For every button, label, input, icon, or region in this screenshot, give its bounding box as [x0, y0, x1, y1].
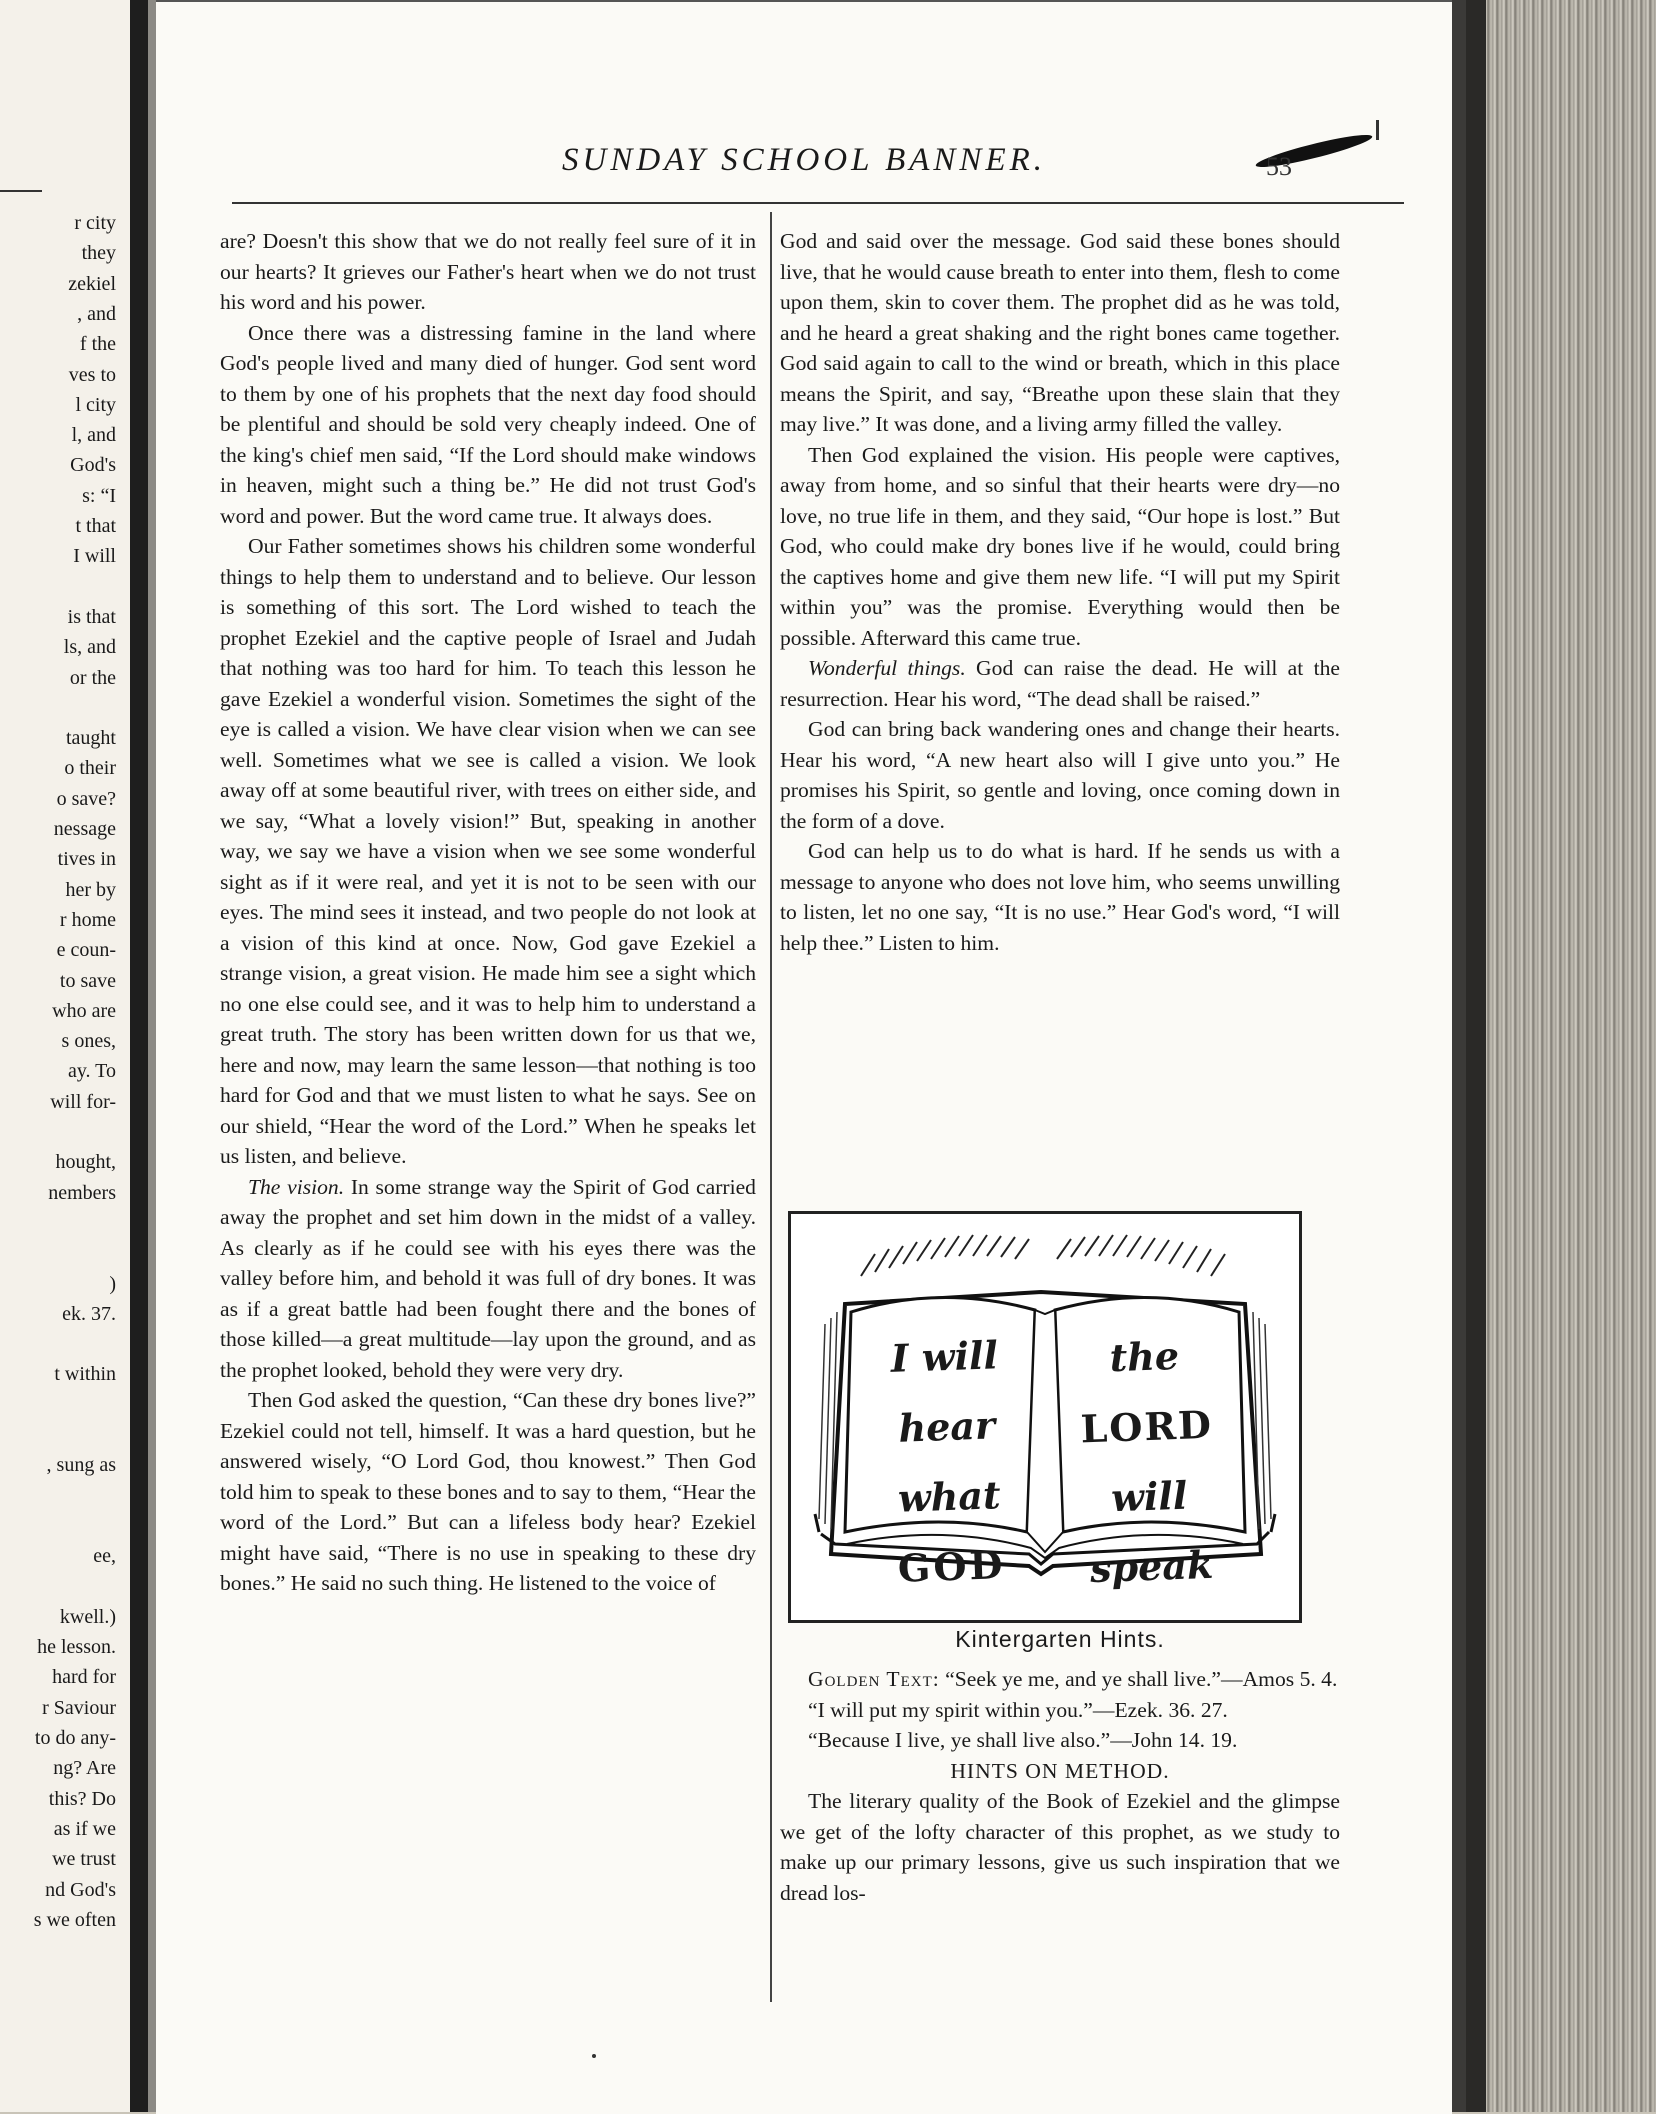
left-page-fragment: l city: [75, 393, 116, 416]
left-page-fragment: he lesson.: [37, 1636, 116, 1659]
article-paragraph: [780, 836, 1340, 958]
left-line-1: I will: [890, 1332, 999, 1381]
left-page-fragment: t that: [75, 515, 116, 537]
hints-paragraph: The literary quality of the Book of Ezekiel and the glimpse we get of the lofty character of this prophet, as we study to make up our primary lessons, give us such inspiration that we dread los-: [780, 1789, 1340, 1905]
paragraph-text: Then God asked the question, “Can these dry bones live?” Ezekiel could not tell, himself. It was a hard question, but he answered wisely, “O Lord God, thou knowest.” Then God told him to speak to these bones and to say to them, “Hear the word of the Lord.” But can a lifeless body hear? Ezekiel might have said, “There is no use in speaking to these dry bones.” He said no such thing. He listened to the voice of: [220, 1388, 756, 1595]
right-line-1: the: [1108, 1332, 1180, 1381]
stray-mark: [592, 2054, 596, 2058]
paragraph-text: are? Doesn't this show that we do not really feel sure of it in our hearts? It grieves our Father's heart when we do not trust his word and his power.: [220, 229, 756, 314]
golden-label: Golden Text:: [808, 1667, 940, 1691]
left-column: [220, 226, 756, 1599]
left-page-fragment: s: “I: [82, 484, 116, 507]
left-page-fragment: tives in: [57, 848, 116, 871]
left-page-fragment: as if we: [53, 1817, 116, 1840]
left-page-fragment: ls, and: [63, 636, 116, 659]
left-page-fragment: ng? Are: [53, 1757, 116, 1780]
left-page-fragment: nessage: [53, 818, 116, 840]
left-page-fragment: kwell.): [59, 1605, 116, 1628]
hints-title: HINTS ON METHOD.: [950, 1758, 1170, 1783]
article-paragraph: [220, 531, 756, 1172]
left-page-fragment: or the: [69, 666, 116, 689]
left-page-fragment: r city: [74, 212, 116, 234]
golden-quote: “Seek ye me, and ye shall live.”—Amos 5. 4.: [939, 1667, 1338, 1691]
left-page-fragment: zekiel: [68, 272, 116, 295]
left-page-fragment: ves to: [68, 363, 116, 386]
page-header: SUNDAY SCHOOL BANNER.: [561, 142, 1047, 178]
left-page-fragment: nembers: [48, 1181, 116, 1204]
left-page-fragment: is that: [67, 605, 116, 628]
previous-page-fragment: [0, 0, 130, 2112]
right-line-2: LORD: [1079, 1401, 1214, 1452]
left-page-fragment: ay. To: [67, 1060, 116, 1083]
left-page-rule: [0, 190, 42, 192]
left-page-fragment: they: [81, 242, 116, 265]
kindergarten-caption: Kintergarten Hints.: [955, 1626, 1165, 1652]
quote-ezekiel: “I will put my spirit within you.”—Ezek. 36. 27.: [808, 1697, 1228, 1722]
left-page-fragment: I will: [73, 545, 116, 568]
article-paragraph: [220, 226, 756, 318]
header-rule: [232, 202, 1404, 204]
right-page-lettering: [1048, 1319, 1248, 1605]
left-page-fragment: s ones,: [61, 1030, 116, 1053]
left-page-fragment: hard for: [52, 1666, 116, 1689]
quote-john: “Because I live, ye shall live also.”—John 14. 19.: [808, 1728, 1238, 1752]
left-page-fragment: will for-: [50, 1090, 116, 1113]
page-stack-shadow: [1466, 0, 1486, 2112]
article-paragraph: [220, 1172, 756, 1386]
left-page-fragment: her by: [65, 878, 116, 901]
left-page-fragment: this? Do: [48, 1787, 116, 1810]
left-page-fragment: God's: [70, 454, 116, 477]
paragraph-text: Once there was a distressing famine in the land where God's people lived and many died of hunger. God sent word to them by one of his prophets that the next day food should be plentiful and should be sold very cheaply indeed. One of the king's chief men said, “If the Lord should make windows in heaven, might such a thing be.” He did not trust God's word and power. But the word came true. It always does.: [220, 320, 756, 528]
article-paragraph: [220, 1385, 756, 1599]
left-page-fragment: who are: [52, 999, 116, 1022]
left-page-fragment: we trust: [52, 1848, 116, 1871]
left-page-fragment: , and: [77, 302, 116, 325]
paragraph-text: Our Father sometimes shows his children some wonderful things to help them to understand and to believe. Our lesson is something of this sort. The Lord wished to teach the prophet Ezekiel and the captive people of Israel and Judah that nothing was too hard for him. To teach this lesson he gave Ezekiel a wonderful vision. Sometimes the sight of the eye is called a vision. We have clear vision when we can see well. Sometimes what we see is called a vision. We look away off at some beautiful river, with trees on either side, and we say, “What a lovely vision!” But, speaking in another way, we say we have a vision when we see some wonderful sight as if it were real, and yet it is not to be seen with our eyes. The mind sees it instead, and two people do not look at a vision of this kind at once. Now, God gave Ezekiel a strange vision, a great vision. He made him see a sight which no one else could see, and it was to help him to understand a great truth. The story has been written down for us that we, here and now, may learn the same lesson—that nothing is too hard for God and that we must listen to what he says. See on our shield, “Hear the word of the Lord.” When he speaks let us listen, and believe.: [220, 534, 756, 1168]
paragraph-text: God can bring back wandering ones and change their hearts. Hear his word, “A new heart also will I give unto you.” He promises his Spirit, so gentle and loving, once coming down in the form of a dove.: [780, 717, 1340, 833]
page-stack: [1466, 0, 1656, 2112]
left-page-lettering: [848, 1319, 1048, 1605]
paragraph-text: God can help us to do what is hard. If he sends us with a message to anyone who does not love him, who seems unwilling to listen, let no one say, “It is no use.” Hear God's word, “I will help thee.” Listen to him.: [780, 839, 1340, 955]
left-page-fragment: o their: [64, 757, 116, 780]
paragraph-text: God can raise the dead. He will at the resurrection. Hear his word, “The dead shall be raised.”: [780, 656, 1340, 711]
left-page-fragment: ee,: [93, 1545, 116, 1568]
left-line-2: hear what: [897, 1402, 1002, 1521]
page-edge-shadow: [1452, 0, 1466, 2112]
paragraph-text: In some strange way the Spirit of God carried away the prophet and set him down in the midst of a valley. As clearly as if he could see with his eyes there was the valley before him, and behold it was full of dry bones. It was as if a great battle had been fought there and the bones of those killed—a great multitude—lay upon the ground, and as the prophet looked, behold they were very dry.: [220, 1174, 756, 1382]
open-book-illustration: [788, 1211, 1302, 1623]
left-page-fragment: , sung as: [46, 1454, 116, 1477]
left-page-fragment: hought,: [55, 1151, 116, 1174]
right-column: [780, 226, 1340, 958]
margin-mark: [1376, 120, 1379, 140]
article-paragraph: [780, 653, 1340, 714]
left-page-fragment: r home: [59, 908, 116, 931]
kindergarten-text: [780, 1664, 1340, 1908]
column-rule: [770, 212, 772, 2002]
left-page-fragment: f the: [79, 333, 116, 356]
left-line-3: GOD: [897, 1542, 1007, 1591]
scanned-page: [156, 0, 1452, 2114]
golden-text: [780, 1664, 1340, 1695]
book-gutter: [130, 0, 148, 2112]
paragraph-lead: Wonderful things.: [808, 656, 966, 680]
article-paragraph: [780, 714, 1340, 836]
paragraph-text: God and said over the message. God said these bones should live, that he would cause breath to enter into them, flesh to come upon them, skin to cover them. The prophet did as he was told, and he heard a great shaking and the right bones came together. God said again to call to the wind or breath, which in this place means the Spirit, and say, “Breathe upon these slain that they may live.” It was done, and a living army filled the valley.: [780, 229, 1340, 436]
paragraph-text: Then God explained the vision. His people were captives, away from home, and so sinful that their hearts were dry—no love, no true life in them, and they said, “Our hope is lost.” But God, who could make dry bones live if he would, could bring the captives home and give them new life. “I will put my Spirit within you” was the promise. Everything would then be possible. Afterward this came true.: [780, 442, 1340, 650]
paragraph-lead: The vision.: [248, 1174, 345, 1199]
left-page-fragment: taught: [66, 727, 116, 750]
left-page-fragment: to do any-: [34, 1727, 116, 1749]
left-page-fragment: r Saviour: [42, 1696, 116, 1719]
left-page-fragment: e coun-: [56, 939, 116, 962]
left-page-fragment: to save: [59, 969, 116, 992]
article-paragraph: [780, 226, 1340, 440]
left-page-fragment: o save?: [56, 787, 116, 810]
article-paragraph: [220, 318, 756, 532]
book-gutter-shadow: [148, 0, 156, 2112]
left-page-fragment: l, and: [71, 424, 116, 447]
left-page-fragment: ek. 37.: [62, 1302, 116, 1325]
right-line-3: will speak: [1089, 1472, 1214, 1592]
left-page-fragment: t within: [54, 1363, 116, 1386]
page-number: 53: [1266, 152, 1292, 181]
left-page-fragment: ): [109, 1272, 116, 1295]
left-page-fragment: nd God's: [45, 1878, 116, 1901]
article-paragraph: [780, 440, 1340, 654]
left-page-fragment: s we often: [33, 1908, 116, 1931]
